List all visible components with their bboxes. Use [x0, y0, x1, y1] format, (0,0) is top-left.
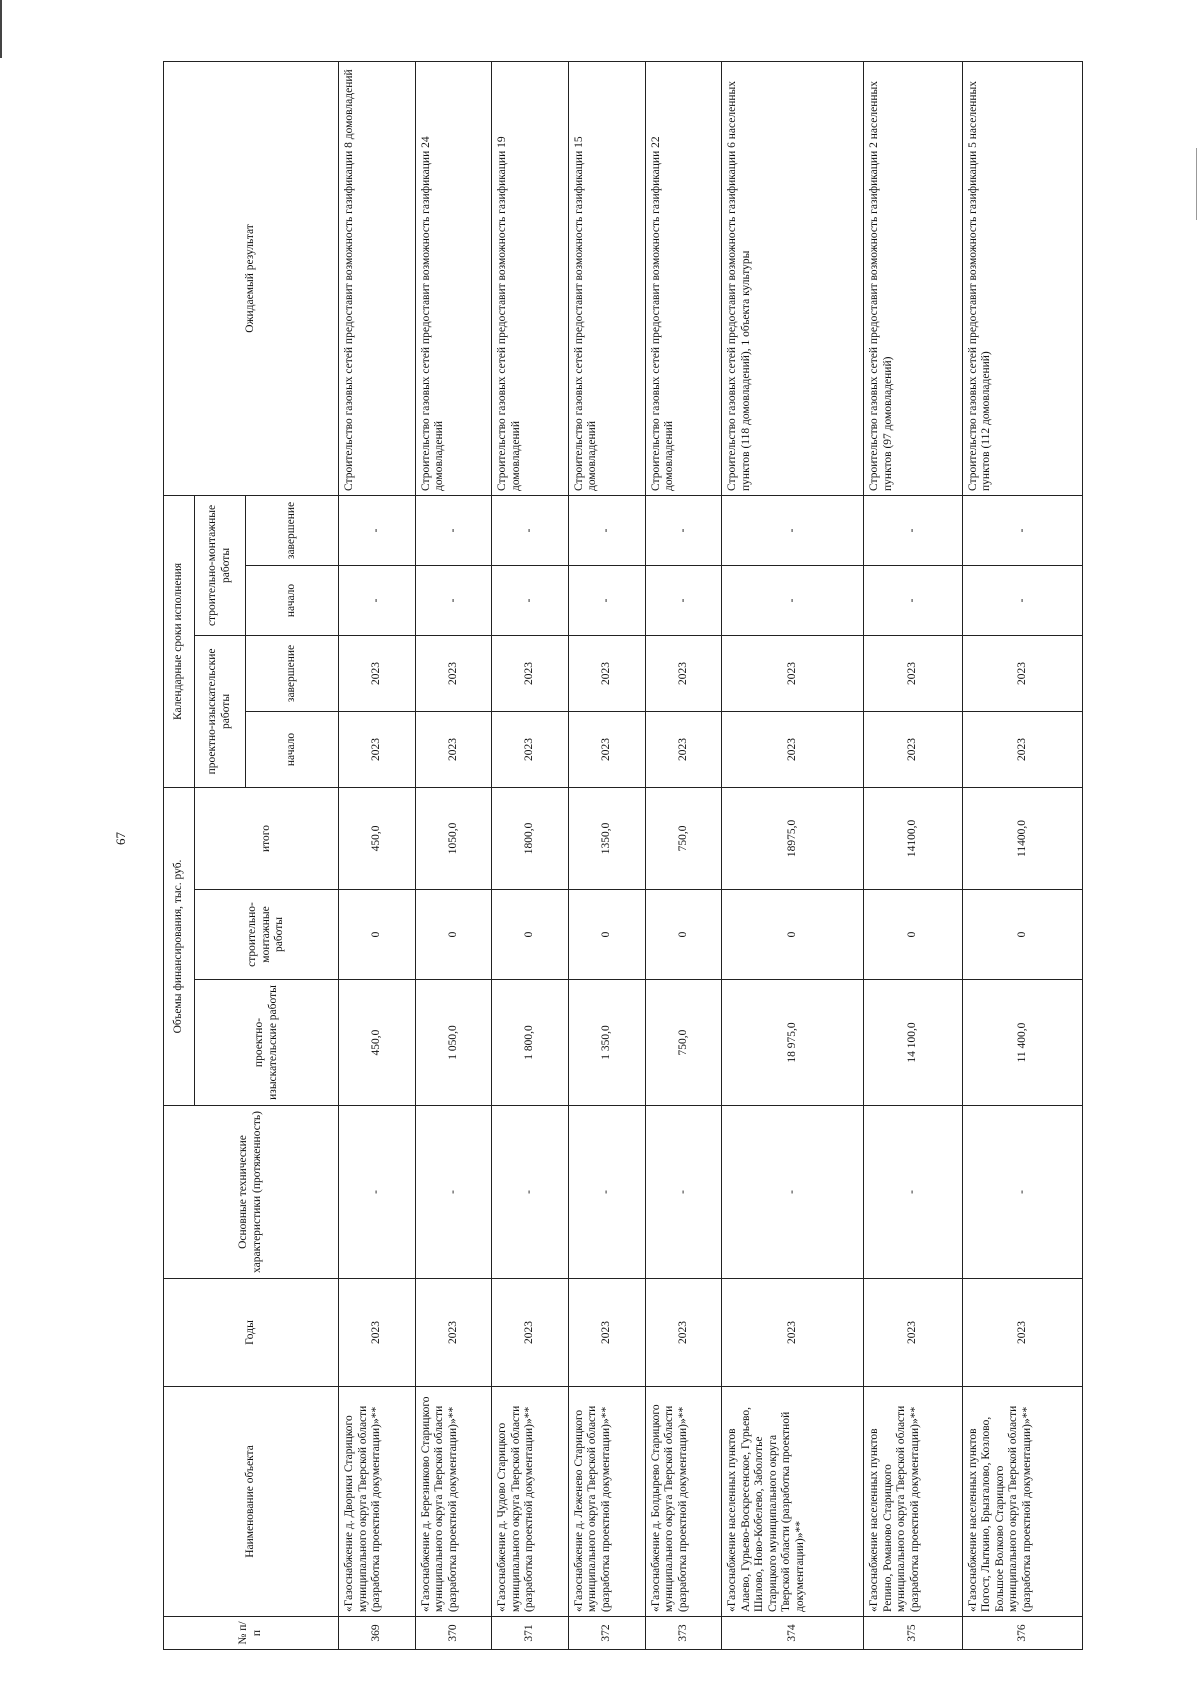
object-name: «Газоснабжение д. Березниково Старицкого муниципального округа Тверской области (разработка проектной документации)»** [415, 1387, 492, 1617]
row-specs: - [415, 1106, 492, 1279]
row-design-start: 2023 [415, 711, 492, 787]
scan-edge-mark [1196, 148, 1197, 220]
page-number: 67 [113, 832, 128, 845]
row-specs: - [722, 1106, 864, 1279]
row-fin-construction: 0 [568, 890, 645, 980]
row-fin-total: 1800,0 [492, 787, 569, 889]
table-row [568, 61, 645, 1649]
row-fin-design: 14 100,0 [864, 980, 962, 1106]
header-design-end: завершение [246, 635, 339, 711]
expected-result: Строительство газовых сетей предоставит возможность газификации 5 населенных пунктов (112 домовладений) [962, 61, 1082, 495]
header-specs: Основные технические характеристики (протяженность) [164, 1106, 339, 1279]
object-name: «Газоснабжение д. Леженево Старицкого муниципального округа Тверской области (разработка проектной документации)»** [568, 1387, 645, 1617]
header-years: Годы [164, 1279, 339, 1387]
gasification-objects-table [163, 61, 1083, 1650]
row-specs: - [864, 1106, 962, 1279]
table-row [492, 61, 569, 1649]
row-number: 372 [568, 1617, 645, 1650]
expected-result: Строительство газовых сетей предоставит возможность газификации 15 домовладений [568, 61, 645, 495]
row-fin-construction: 0 [415, 890, 492, 980]
header-name: Наименование объекта [164, 1387, 339, 1617]
row-design-start: 2023 [645, 711, 722, 787]
row-constr-start: - [722, 565, 864, 635]
row-design-end: 2023 [492, 635, 569, 711]
row-fin-design: 1 350,0 [568, 980, 645, 1106]
header-fin-design: проектно-изыскательские работы [195, 980, 339, 1106]
row-fin-construction: 0 [492, 890, 569, 980]
row-number: 371 [492, 1617, 569, 1650]
row-constr-end: - [864, 495, 962, 565]
row-design-end: 2023 [722, 635, 864, 711]
header-num: № п/п [164, 1617, 339, 1650]
row-constr-end: - [722, 495, 864, 565]
header-calendar: Календарные сроки исполнения [164, 495, 195, 787]
row-fin-design: 11 400,0 [962, 980, 1082, 1106]
row-constr-end: - [568, 495, 645, 565]
object-name: «Газоснабжение д. Болдырево Старицкого муниципального округа Тверской области (разработка проектной документации)»** [645, 1387, 722, 1617]
row-fin-design: 1 800,0 [492, 980, 569, 1106]
row-fin-design: 18 975,0 [722, 980, 864, 1106]
table-body [339, 61, 1083, 1649]
row-fin-total: 750,0 [645, 787, 722, 889]
expected-result: Строительство газовых сетей предоставит возможность газификации 2 населенных пунктов (97 домовладений) [864, 61, 962, 495]
expected-result: Строительство газовых сетей предоставит возможность газификации 24 домовладений [415, 61, 492, 495]
row-constr-start: - [339, 565, 416, 635]
row-year: 2023 [645, 1279, 722, 1387]
row-constr-end: - [339, 495, 416, 565]
row-constr-start: - [864, 565, 962, 635]
row-fin-design: 750,0 [645, 980, 722, 1106]
row-fin-construction: 0 [645, 890, 722, 980]
row-specs: - [339, 1106, 416, 1279]
table-row [645, 61, 722, 1649]
row-fin-construction: 0 [339, 890, 416, 980]
row-year: 2023 [415, 1279, 492, 1387]
row-year: 2023 [568, 1279, 645, 1387]
row-number: 374 [722, 1617, 864, 1650]
object-name: «Газоснабжение д. Дворики Старицкого муниципального округа Тверской области (разработка проектной документации)»** [339, 1387, 416, 1617]
object-name: «Газоснабжение населенных пунктов Погост, Лыткино, Брызгалово, Козлово, Большое Волково Старицкого муниципального округа Тверской области (разработка проектной документации)»** [962, 1387, 1082, 1617]
header-constr-end: завершение [246, 495, 339, 565]
header-design-start: начало [246, 711, 339, 787]
expected-result: Строительство газовых сетей предоставит возможность газификации 19 домовладений [492, 61, 569, 495]
row-fin-total: 18975,0 [722, 787, 864, 889]
row-number: 370 [415, 1617, 492, 1650]
row-constr-end: - [645, 495, 722, 565]
row-fin-design: 450,0 [339, 980, 416, 1106]
row-constr-end: - [492, 495, 569, 565]
row-fin-construction: 0 [722, 890, 864, 980]
table-row [339, 61, 416, 1649]
header-cal-design: проектно-изыскательские работы [195, 635, 246, 787]
header-fin-total: итого [195, 787, 339, 889]
row-constr-start: - [962, 565, 1082, 635]
row-design-end: 2023 [415, 635, 492, 711]
row-fin-total: 11400,0 [962, 787, 1082, 889]
row-design-start: 2023 [568, 711, 645, 787]
row-year: 2023 [864, 1279, 962, 1387]
row-design-end: 2023 [568, 635, 645, 711]
expected-result: Строительство газовых сетей предоставит возможность газификации 22 домовладений [645, 61, 722, 495]
row-specs: - [645, 1106, 722, 1279]
table-row [962, 61, 1082, 1649]
expected-result: Строительство газовых сетей предоставит возможность газификации 8 домовладений [339, 61, 416, 495]
row-fin-total: 1050,0 [415, 787, 492, 889]
object-name: «Газоснабжение населенных пунктов Репино, Романово Старицкого муниципального округа Тверской области (разработка проектной документации)»** [864, 1387, 962, 1617]
expected-result: Строительство газовых сетей предоставит возможность газификации 6 населенных пунктов (118 домовладений), 1 объекта культуры [722, 61, 864, 495]
row-design-start: 2023 [339, 711, 416, 787]
row-specs: - [492, 1106, 569, 1279]
row-number: 376 [962, 1617, 1082, 1650]
row-fin-design: 1 050,0 [415, 980, 492, 1106]
header-result: Ожидаемый результат [164, 61, 339, 495]
row-constr-start: - [492, 565, 569, 635]
row-design-start: 2023 [864, 711, 962, 787]
row-year: 2023 [962, 1279, 1082, 1387]
row-specs: - [962, 1106, 1082, 1279]
row-design-end: 2023 [864, 635, 962, 711]
row-year: 2023 [722, 1279, 864, 1387]
object-name: «Газоснабжение д. Чудово Старицкого муниципального округа Тверской области (разработка проектной документации)»** [492, 1387, 569, 1617]
header-cal-construction: строительно-монтажные работы [195, 495, 246, 635]
row-design-start: 2023 [492, 711, 569, 787]
row-specs: - [568, 1106, 645, 1279]
rotated-table-container [163, 62, 1083, 1650]
header-financing: Объемы финансирования, тыс. руб. [164, 787, 195, 1105]
table-row [415, 61, 492, 1649]
row-design-start: 2023 [722, 711, 864, 787]
row-fin-construction: 0 [962, 890, 1082, 980]
row-design-end: 2023 [645, 635, 722, 711]
row-fin-total: 1350,0 [568, 787, 645, 889]
header-constr-start: начало [246, 565, 339, 635]
row-fin-total: 450,0 [339, 787, 416, 889]
row-fin-total: 14100,0 [864, 787, 962, 889]
row-constr-end: - [415, 495, 492, 565]
row-year: 2023 [492, 1279, 569, 1387]
row-constr-start: - [568, 565, 645, 635]
row-fin-construction: 0 [864, 890, 962, 980]
table-row [722, 61, 864, 1649]
row-design-start: 2023 [962, 711, 1082, 787]
row-number: 369 [339, 1617, 416, 1650]
object-name: «Газоснабжение населенных пунктов Алаево, Гурьево-Воскресенское, Гурьево, Шилово, Ново-Кобелево, Заболотье Старицкого муниципального округа Тверской области (разработка проектной документации)»** [722, 1387, 864, 1617]
row-year: 2023 [339, 1279, 416, 1387]
row-design-end: 2023 [339, 635, 416, 711]
row-constr-start: - [645, 565, 722, 635]
row-constr-end: - [962, 495, 1082, 565]
row-number: 373 [645, 1617, 722, 1650]
row-number: 375 [864, 1617, 962, 1650]
scan-edge-mark [0, 0, 2, 58]
header-fin-construction: строительно-монтажные работы [195, 890, 339, 980]
row-design-end: 2023 [962, 635, 1082, 711]
table-row [864, 61, 962, 1649]
row-constr-start: - [415, 565, 492, 635]
